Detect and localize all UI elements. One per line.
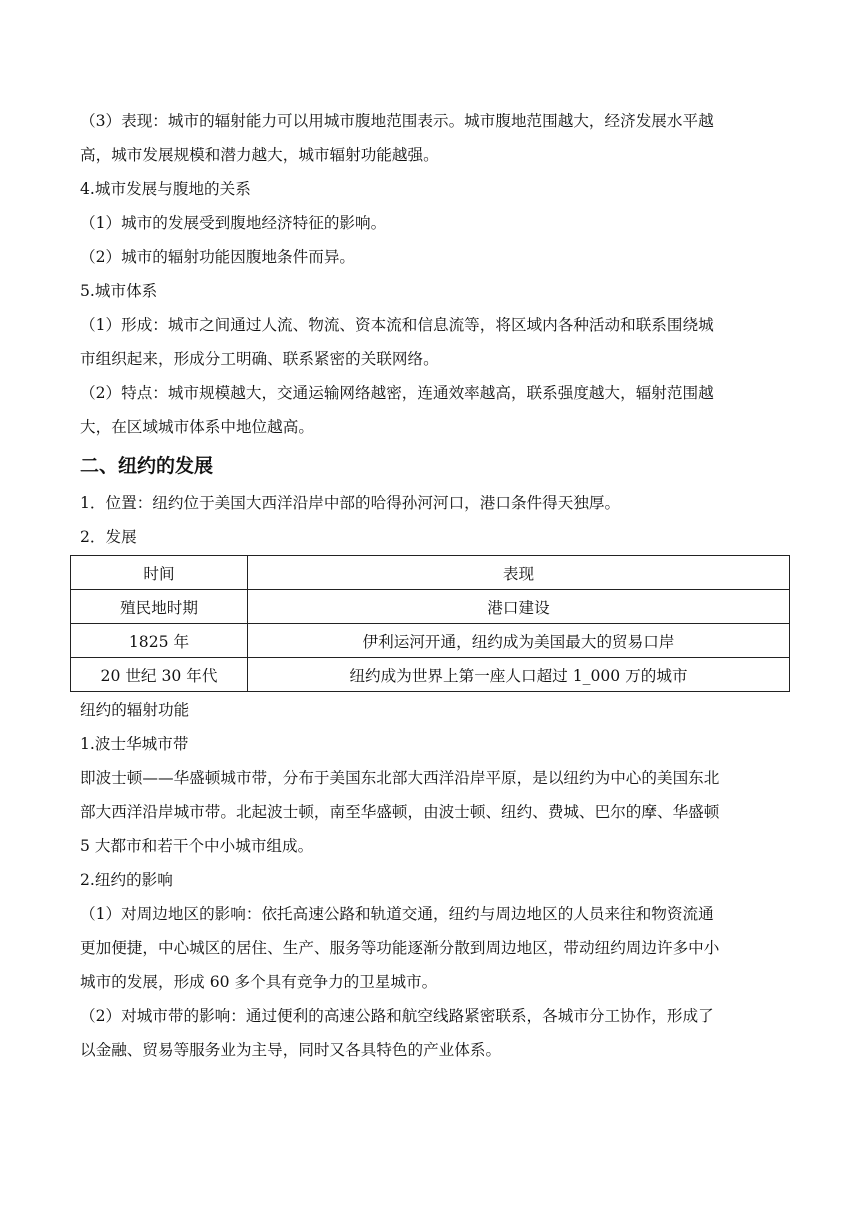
table-row: [71, 590, 790, 624]
table-cell-time: 20 世纪 30 年代: [71, 658, 248, 692]
influence-surrounding-line-1: （1）对周边地区的影响：依托高速公路和轨道交通，纽约与周边地区的人员来往和物资流通: [80, 905, 714, 923]
new-york-location: 1．位置：纽约位于美国大西洋沿岸中部的哈得孙河河口，港口条件得天独厚。: [80, 494, 621, 512]
boswash-line-1: 即波士顿——华盛顿城市带，分布于美国东北部大西洋沿岸平原，是以纽约为中心的美国东北: [80, 769, 720, 787]
table-row: [71, 658, 790, 692]
development-table: [70, 555, 790, 692]
city-system-formation-line-1: （1）形成：城市之间通过人流、物流、资本流和信息流等，将区域内各种活动和联系围绕城: [80, 316, 714, 334]
influence-surrounding-line-3: 城市的发展，形成 60 多个具有竞争力的卫星城市。: [80, 973, 438, 991]
city-system-feature-line-2: 大，在区域城市体系中地位越高。: [80, 418, 314, 436]
influence-surrounding-line-2: 更加便捷，中心城区的居住、生产、服务等功能逐渐分散到周边地区，带动纽约周边许多中小: [80, 939, 720, 957]
influence-megalopolis-line-1: （2）对城市带的影响：通过便利的高速公路和航空线路紧密联系，各城市分工协作，形成了: [80, 1007, 714, 1025]
influence-heading: 2.纽约的影响: [80, 871, 173, 889]
performance-paragraph-line-1: （3）表现：城市的辐射能力可以用城市腹地范围表示。城市腹地范围越大，经济发展水平越: [80, 112, 714, 130]
heading-city-system: 5.城市体系: [80, 282, 158, 300]
table-header-row: [71, 556, 790, 590]
new-york-development-heading: 2．发展: [80, 528, 137, 546]
table-cell-time: 殖民地时期: [71, 590, 248, 624]
table-header-time: 时间: [71, 556, 248, 590]
city-system-feature-line-1: （2）特点：城市规模越大，交通运输网络越密，连通效率越高，联系强度越大，辐射范围越: [80, 384, 714, 402]
table-cell-time: 1825 年: [71, 624, 248, 658]
heading-city-hinterland-relation: 4.城市发展与腹地的关系: [80, 180, 251, 198]
document-body: [80, 104, 792, 1067]
table-cell-performance: 伊利运河开通，纽约成为美国最大的贸易口岸: [248, 624, 790, 658]
influence-megalopolis-line-2: 以金融、贸易等服务业为主导，同时又各具特色的产业体系。: [80, 1041, 502, 1059]
city-system-formation-line-2: 市组织起来，形成分工明确、联系紧密的关联网络。: [80, 350, 439, 368]
table-cell-performance: 港口建设: [248, 590, 790, 624]
table-header-performance: 表现: [248, 556, 790, 590]
radiation-function-heading: 纽约的辐射功能: [80, 701, 190, 719]
hinterland-point-2: （2）城市的辐射功能因腹地条件而异。: [80, 248, 356, 266]
section-title-new-york: 二、纽约的发展: [80, 455, 214, 477]
hinterland-point-1: （1）城市的发展受到腹地经济特征的影响。: [80, 214, 387, 232]
table-row: [71, 624, 790, 658]
boswash-line-2: 部大西洋沿岸城市带。北起波士顿，南至华盛顿，由波士顿、纽约、费城、巴尔的摩、华盛顿: [80, 803, 720, 821]
table-cell-performance: 纽约成为世界上第一座人口超过 1_000 万的城市: [248, 658, 790, 692]
performance-paragraph-line-2: 高，城市发展规模和潜力越大，城市辐射功能越强。: [80, 146, 439, 164]
boswash-heading: 1.波士华城市带: [80, 735, 189, 753]
boswash-line-3: 5 大都市和若干个中小城市组成。: [80, 837, 314, 855]
